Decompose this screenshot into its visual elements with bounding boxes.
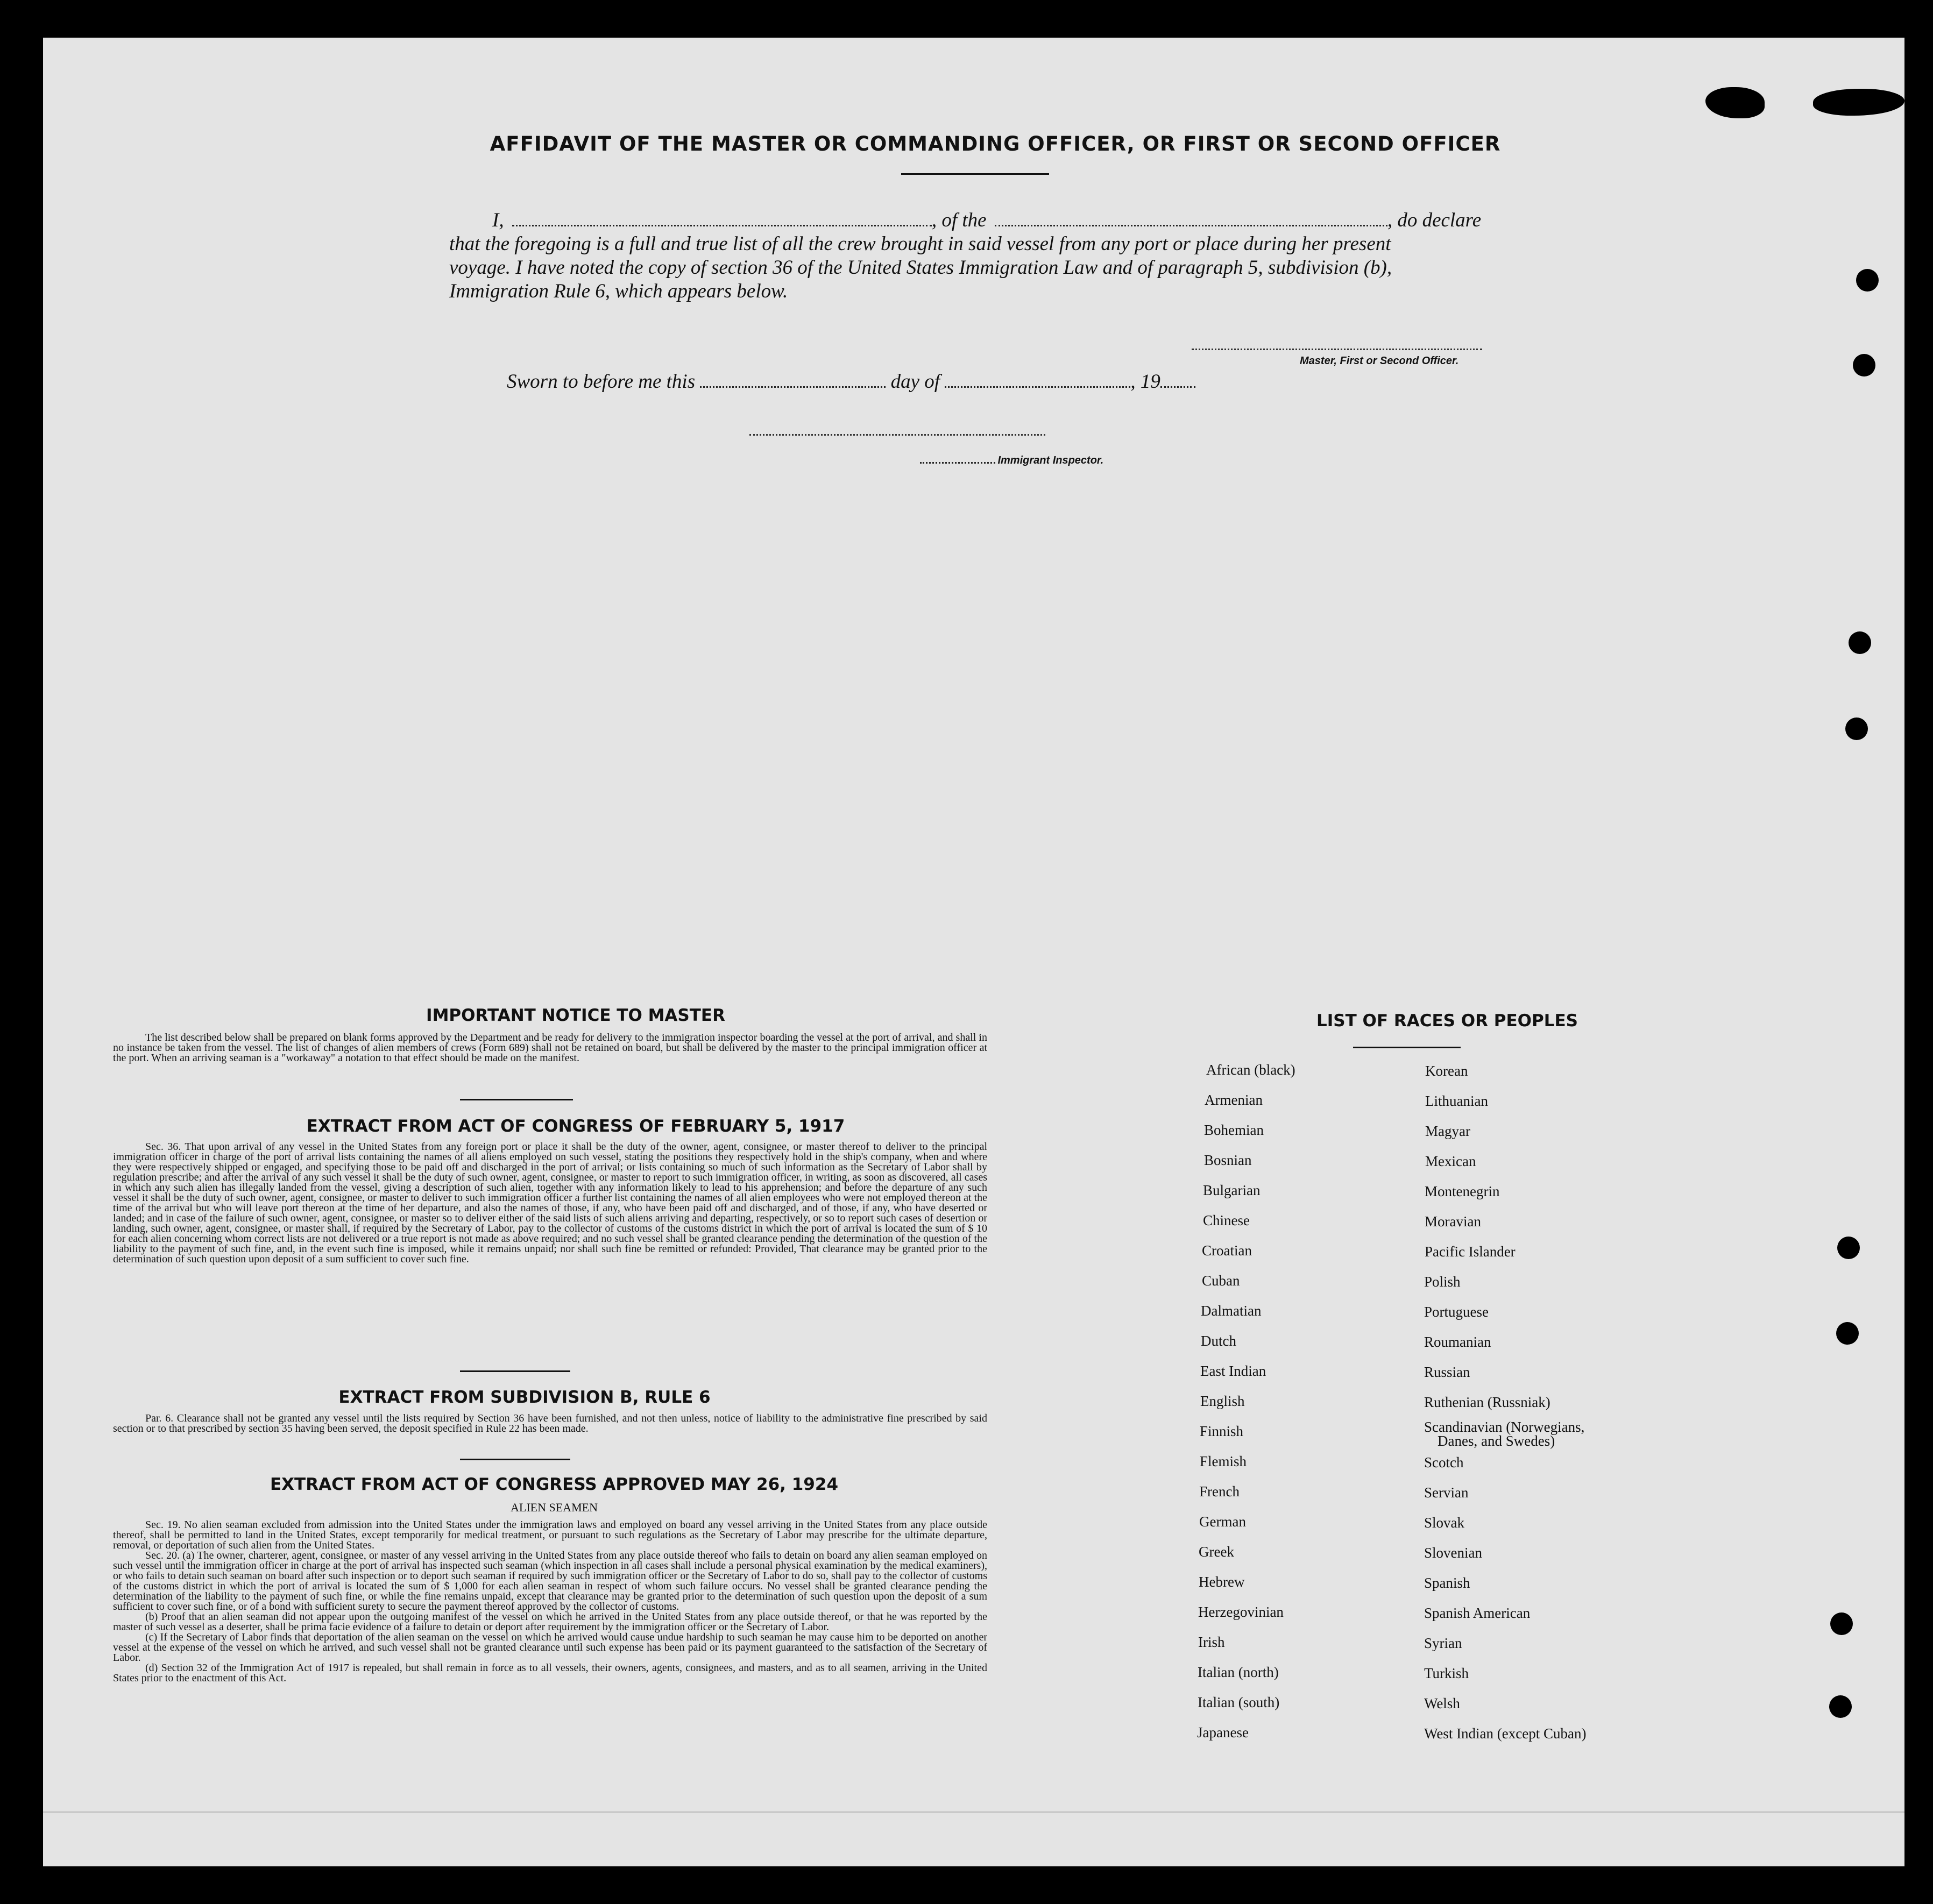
race-item: Lithuanian	[1425, 1093, 1488, 1109]
sec20d-paragraph: (d) Section 32 of the Immigration Act of 1917 is repealed, but shall remain in force as to all vessels, their owners, agents, consignees, and masters, and as to all seamen, arriving in the United States prior to the enactment of this Act.	[113, 1662, 987, 1684]
punch-hole	[1849, 631, 1871, 654]
extract-rule6-title: EXTRACT FROM SUBDIVISION B, RULE 6	[338, 1388, 711, 1407]
race-item: Magyar	[1425, 1123, 1470, 1139]
race-item: Syrian	[1424, 1635, 1462, 1651]
punch-hole	[1829, 1695, 1852, 1718]
race-item: Greek	[1199, 1544, 1234, 1560]
affidavit-line1	[492, 209, 1536, 232]
extract-1924-text	[113, 1520, 987, 1683]
vessel-field[interactable]	[995, 225, 1387, 226]
inspector-caption: Immigrant Inspector.	[997, 454, 1104, 466]
race-item: Ruthenian (Russniak)	[1424, 1394, 1550, 1410]
sec19-paragraph: Sec. 19. No alien seaman excluded from admission into the United States under the immigration laws and employed on board any vessel arriving in the United States from any place outside thereof, shall be permitted to land in the United States, except temporarily for medical treatment, or pursuant to such regulations as the Secretary of Labor may prescribe for the ultimate departure, removal, or deportation of such alien from the United States.	[113, 1519, 987, 1551]
race-item: West Indian (except Cuban)	[1424, 1725, 1587, 1742]
races-divider	[1353, 1047, 1461, 1048]
torn-corner-blot	[1705, 87, 1765, 118]
race-item: Servian	[1424, 1484, 1469, 1501]
punch-hole	[1836, 1322, 1859, 1345]
race-item: Montenegrin	[1425, 1183, 1500, 1199]
race-item: Spanish American	[1424, 1605, 1531, 1621]
notice-paragraph: The list described below shall be prepared on blank forms approved by the Department and be ready for delivery to the immigration inspector boarding the vessel at the port of arrival, and shall in no instance be taken from the vessel. The list of changes of alien members of crews (Form 689) shall not be retained on board, but shall be delivered by the master to the principal immigration officer at the port. When an arriving seaman is a "workaway" a notation to that effect should be made on the manifest.	[113, 1032, 987, 1064]
race-item: Hebrew	[1199, 1574, 1245, 1590]
race-item: Flemish	[1200, 1453, 1247, 1469]
race-item: Cuban	[1202, 1273, 1240, 1289]
inspector-dots	[920, 462, 995, 464]
punch-hole	[1837, 1237, 1860, 1259]
sec20b-paragraph: (b) Proof that an alien seaman did not appear upon the outgoing manifest of the vessel on which he arrived in the United States from any place outside thereof, or that he was reported by the master of such vessel as a deserter, shall be prima facie evidence of a failure to detain or deport after requirement by the immigration officer or the Secretary of Labor.	[113, 1611, 987, 1633]
par6-paragraph: Par. 6. Clearance shall not be granted any vessel until the lists required by Section 36 have been furnished, and not then unless, notice of liability to the administrative fine prescribed by said section or to that prescribed by section 35 having been served, the deposit specified in Rule 22 has been made.	[113, 1412, 987, 1434]
name-field[interactable]	[512, 225, 932, 226]
race-item: Dutch	[1201, 1333, 1236, 1349]
extract-1917-title: EXTRACT FROM ACT OF CONGRESS OF FEBRUARY 5, 1917	[306, 1117, 845, 1136]
affidavit-title: AFFIDAVIT OF THE MASTER OR COMMANDING OFFICER, OR FIRST OR SECOND OFFICER	[490, 132, 1501, 155]
race-item: German	[1199, 1514, 1246, 1530]
race-item: Mexican	[1425, 1153, 1476, 1169]
race-item: Polish	[1424, 1274, 1461, 1290]
race-item: African (black)	[1206, 1062, 1295, 1078]
extract-rule6-divider	[460, 1459, 570, 1460]
fold-line	[43, 1811, 1904, 1813]
affidavit-line4: Immigration Rule 6, which appears below.	[449, 280, 788, 302]
race-item: Italian (south)	[1198, 1694, 1280, 1710]
race-item: Roumanian	[1424, 1334, 1491, 1350]
race-item: Russian	[1424, 1364, 1470, 1380]
affidavit-line2: that the foregoing is a full and true list of all the crew brought in said vessel from any port or place during her present	[449, 233, 1391, 255]
i-label: I,	[492, 209, 504, 231]
inspector-signature-line[interactable]	[749, 434, 1045, 436]
punch-hole	[1845, 717, 1868, 740]
notice-text	[113, 1033, 987, 1063]
race-item: East Indian	[1200, 1363, 1266, 1379]
race-item: Moravian	[1425, 1213, 1481, 1230]
document-page	[43, 38, 1904, 1866]
race-item: Slovak	[1424, 1515, 1465, 1531]
race-item: Armenian	[1205, 1092, 1263, 1108]
extract-1924-title: EXTRACT FROM ACT OF CONGRESS APPROVED MAY 26, 1924	[270, 1475, 839, 1494]
race-item: Danes, and Swedes)	[1438, 1433, 1555, 1449]
race-item: Korean	[1425, 1063, 1468, 1079]
sworn-year-field[interactable]	[1160, 386, 1195, 388]
punch-hole	[1830, 1612, 1853, 1635]
punch-hole	[1856, 269, 1879, 292]
sec20c-paragraph: (c) If the Secretary of Labor finds that deportation of the alien seaman on the vessel on which he arrived would cause undue hardship to such seaman he may cause him to be deported on another vessel at the expense of the vessel on which he arrived, and such vessel shall not be granted clearance until such expense has been paid or its payment guaranteed to the satisfaction of the Secretary of Labor.	[113, 1631, 987, 1664]
race-item: Slovenian	[1424, 1545, 1482, 1561]
officer-caption: Master, First or Second Officer.	[1300, 355, 1459, 367]
do-declare-label: , do declare	[1387, 209, 1482, 231]
year-label: , 19	[1130, 371, 1160, 393]
race-item: Italian (north)	[1198, 1664, 1279, 1680]
race-item: Bosnian	[1204, 1152, 1252, 1168]
of-the-label: , of the	[931, 209, 987, 231]
race-item: Welsh	[1424, 1695, 1460, 1711]
sec20a-paragraph: Sec. 20. (a) The owner, charterer, agent, consignee, or master of any vessel arriving in the United States from any place outside thereof who fails to detain on board any alien seaman employed on such vessel until the immigration officer in charge at the port of arrival has inspected such seaman (which inspection in all cases shall include a personal physical examination by the medical examiners), or who fails to detain such seaman on board after such inspection or to deport such seaman if required by such immigration officer or the Secretary of Labor to do so, shall pay to the collector of customs of the customs district in which the port of arrival is located the sum of $ 1,000 for each alien seaman in respect of whom such failure occurs. No vessel shall be granted clearance pending the determination of the liability to the payment of such fine, or while the fine remains unpaid, except that clearance may be granted prior to the determination of such question upon the deposit of a sum sufficient to cover such fine, or of a bond with sufficient surety to secure the payment thereof approved by the collector of customs.	[113, 1550, 987, 1612]
race-item: French	[1199, 1483, 1240, 1500]
day-of-label: day of	[890, 371, 940, 393]
sworn-line	[507, 370, 1195, 394]
races-title: LIST OF RACES OR PEOPLES	[1316, 1011, 1578, 1031]
race-item: Finnish	[1200, 1423, 1244, 1439]
race-item: Dalmatian	[1201, 1303, 1262, 1319]
race-item: Turkish	[1424, 1665, 1469, 1681]
torn-corner-blot	[1813, 89, 1904, 116]
race-item: Bohemian	[1204, 1122, 1264, 1138]
sworn-day-field[interactable]	[700, 386, 886, 388]
race-item: English	[1200, 1393, 1245, 1409]
sec36-paragraph: Sec. 36. That upon arrival of any vessel in the United States from any foreign port or place it shall be the duty of the owner, agent, consignee, or master thereof to deliver to the principal immigration officer in charge of the port of arrival lists containing the names of all aliens employed on such vessel, stating the positions they respectively hold in the ship's company, when and where they were respectively shipped or engaged, and specifying those to be paid off and discharged in the port of arrival; or lists containing so much of such information as the Secretary of Labor shall by regulation prescribe; and after the arrival of any such vessel it shall be the duty of such owner, agent, consignee, or master to report to such immigration officer, in writing, as soon as discovered, all cases in which any such alien has illegally landed from the vessel, giving a description of such alien, together with any information likely to lead to his apprehension; and before the departure of any such vessel it shall be the duty of such owner, agent, consignee, or master to deliver to such immigration officer a further list containing the names of all alien employees who were not employed thereon at the time of the arrival but who will leave port thereon at the time of her departure, and also the names of those, if any, who have been paid off and discharged, and of those, if any, who have deserted or landed; and in case of the failure of such owner, agent, consignee, or master so to deliver either of the said lists of such aliens arriving and departing, respectively, or so to report such cases of desertion or landing, such owner, agent, consignee, or master shall, if required by the Secretary of Labor, pay to the collector of customs of the customs district in which the port of arrival is located the sum of $ 10 for each alien concerning whom correct lists are not delivered or a true report is not made as above required; and no such vessel shall be granted clearance pending the determination of the question of the liability to the payment of such fine, and, in the event such fine is imposed, while it remains unpaid; nor shall such fine be remitted or refunded: Provided, That clearance may be granted prior to the determination of such question upon deposit of a sum sufficient to cover such fine.	[113, 1141, 987, 1265]
race-item: Scandinavian (Norwegians,	[1424, 1419, 1585, 1435]
officer-signature-line[interactable]	[1192, 349, 1482, 350]
race-item: Portuguese	[1424, 1304, 1489, 1320]
race-item: Japanese	[1197, 1724, 1249, 1740]
race-item: Pacific Islander	[1425, 1244, 1516, 1260]
notice-title: IMPORTANT NOTICE TO MASTER	[426, 1006, 725, 1025]
title-divider	[901, 173, 1049, 175]
inspector-caption-row	[920, 454, 1103, 467]
race-item: Irish	[1198, 1634, 1225, 1650]
punch-hole	[1853, 354, 1875, 376]
extract-1917-divider	[460, 1370, 570, 1372]
race-item: Herzegovinian	[1198, 1604, 1284, 1620]
alien-seamen-subtitle: ALIEN SEAMEN	[511, 1501, 598, 1514]
sworn-month-field[interactable]	[945, 386, 1130, 388]
race-item: Chinese	[1203, 1212, 1250, 1228]
race-item: Scotch	[1424, 1454, 1464, 1470]
sworn-label: Sworn to before me this	[507, 371, 696, 393]
race-item: Croatian	[1202, 1242, 1252, 1259]
extract-rule6-text	[113, 1413, 987, 1434]
affidavit-line3: voyage. I have noted the copy of section 36 of the United States Immigration Law and of paragraph 5, subdivision (b),	[449, 257, 1392, 279]
extract-1917-text	[113, 1142, 987, 1264]
notice-divider	[460, 1099, 573, 1100]
race-item: Spanish	[1424, 1575, 1470, 1591]
race-item: Bulgarian	[1203, 1182, 1261, 1198]
